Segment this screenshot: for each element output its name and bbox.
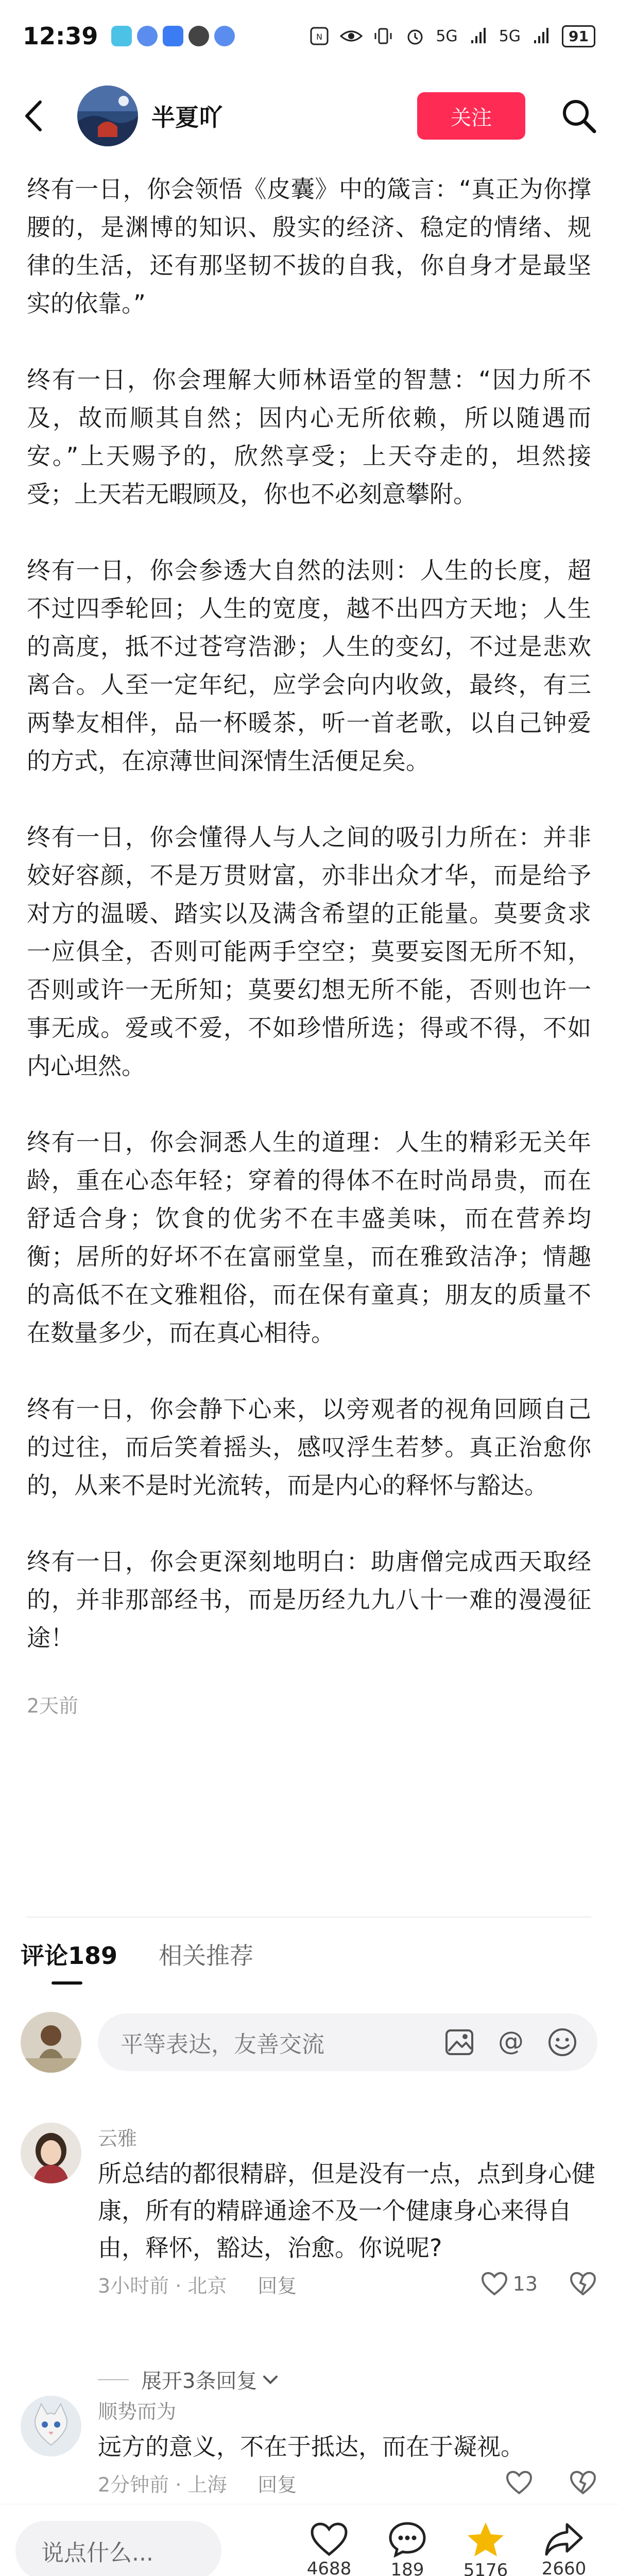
favorite-count: 5176 bbox=[463, 2560, 508, 2576]
article-paragraph: 终有一日，你会懂得人与人之间的吸引力所在：并非姣好容颜，不是万贯财富，亦非出众才华，而是给予对方的温暖、踏实以及满含希望的正能量。莫要贪求一应俱全，否则可能两手空空；莫要妄图无所不知，否则或许一无所知；莫要幻想无所不能，否则也许一事无成。爱或不爱，不如珍惜所选；得或不得，不如内心坦然。 bbox=[27, 823, 591, 1080]
article-paragraph: 终有一日，你会静下心来，以旁观者的视角回顾自己的过往，而后笑着摇头，感叹浮生若梦。真正治愈你的，从来不是时光流转，而是内心的释怀与豁达。 bbox=[27, 1395, 591, 1499]
article-paragraph: 终有一日，你会洞悉人生的道理：人生的精彩无关年龄，重在心态年轻；穿着的得体不在时尚昂贵，而在舒适合身；饮食的优劣不在丰盛美味，而在营养均衡；居所的好坏不在富丽堂皇，而在雅致洁净；情趣的高低不在文雅粗俗，而在保有童真；朋友的质量不在数量多少，而在真心相待。 bbox=[27, 1128, 591, 1347]
app-notification-icon bbox=[163, 26, 183, 46]
broken-heart-icon bbox=[570, 2272, 596, 2296]
comment-input[interactable] bbox=[98, 2013, 597, 2071]
comment-button[interactable] bbox=[369, 2521, 446, 2576]
emoji-icon[interactable] bbox=[543, 2023, 582, 2062]
post-time: 2天前 bbox=[27, 1694, 79, 1717]
search-button[interactable] bbox=[546, 90, 597, 142]
comment-text: 远方的意义，不在于抵达，而在于凝视。 bbox=[98, 2433, 524, 2461]
share-count: 2660 bbox=[541, 2558, 587, 2576]
expand-replies-button[interactable] bbox=[98, 2365, 280, 2394]
comment-dislike-button[interactable] bbox=[569, 2269, 597, 2298]
expand-replies-label: 展开3条回复 bbox=[141, 2369, 258, 2393]
app-notification-icon bbox=[214, 26, 235, 46]
star-icon bbox=[466, 2521, 505, 2558]
section-divider bbox=[27, 1917, 591, 1918]
article-body bbox=[27, 170, 591, 1718]
commenter-name[interactable]: 云雅 bbox=[98, 2127, 138, 2150]
search-icon bbox=[560, 97, 597, 134]
chevron-down-icon bbox=[261, 2372, 280, 2387]
battery-indicator: 91 bbox=[562, 25, 595, 47]
my-avatar bbox=[21, 2012, 81, 2073]
article-paragraph: 终有一日，你会理解大师林语堂的智慧：“因力所不及，故而顺其自然；因内心无所依赖，所以随遇而安。”上天赐予的，欣然享受；上天夺走的，坦然接受；上天若无暇顾及，你也不必刻意攀附。 bbox=[27, 366, 591, 508]
status-app-icons bbox=[111, 26, 235, 46]
like-button[interactable] bbox=[290, 2521, 368, 2576]
image-icon[interactable] bbox=[440, 2023, 479, 2062]
signal-5g-label: 5G bbox=[436, 27, 458, 45]
reply-button[interactable]: 回复 bbox=[258, 2274, 297, 2297]
tab-related-label: 相关推荐 bbox=[159, 1942, 254, 1970]
comment-like-button[interactable] bbox=[481, 2272, 538, 2296]
comment-like-button[interactable] bbox=[506, 2470, 538, 2495]
status-bar bbox=[0, 0, 618, 72]
nfc-icon bbox=[308, 25, 331, 47]
comment-tabs bbox=[21, 1937, 253, 1985]
comment-dislike-button[interactable] bbox=[569, 2468, 597, 2497]
favorite-button[interactable] bbox=[447, 2521, 524, 2576]
back-button[interactable] bbox=[21, 93, 67, 139]
heart-icon bbox=[506, 2470, 533, 2495]
article-paragraph: 终有一日，你会更深刻地明白：助唐僧完成西天取经的，并非那部经书，而是历经九九八十一难的漫漫征途！ bbox=[27, 1548, 591, 1652]
say-something-input[interactable]: 说点什么... bbox=[15, 2521, 221, 2576]
author-avatar[interactable] bbox=[77, 86, 138, 146]
article-paragraph: 终有一日，你会参透大自然的法则：人生的长度，超不过四季轮回；人生的宽度，越不出四方天地；人生的高度，抵不过苍穹浩渺；人生的变幻，不过是悲欢离合。人至一定年纪，应学会向内收敛，最终，有三两挚友相伴，品一杯暖茶，听一首老歌，以自己钟爱的方式，在凉薄世间深情生活便足矣。 bbox=[27, 556, 591, 775]
mention-icon[interactable] bbox=[491, 2023, 530, 2062]
alarm-icon bbox=[404, 25, 426, 47]
bottom-action-bar bbox=[0, 2504, 618, 2576]
tab-active-indicator bbox=[52, 1981, 82, 1985]
status-time: 12:39 bbox=[23, 22, 98, 50]
svg-text:N: N bbox=[316, 32, 323, 42]
comment-item bbox=[21, 2123, 597, 2298]
tab-related[interactable] bbox=[159, 1937, 253, 1985]
heart-icon bbox=[481, 2272, 508, 2296]
vibrate-icon bbox=[372, 25, 394, 47]
like-count: 4688 bbox=[306, 2558, 352, 2576]
comment-meta: 2分钟前 · 上海 bbox=[98, 2473, 227, 2496]
comment-meta: 3小时前 · 北京 bbox=[98, 2274, 227, 2297]
reply-button[interactable]: 回复 bbox=[258, 2473, 297, 2496]
author-name[interactable]: 半夏吖 bbox=[151, 104, 222, 131]
comment-input-row bbox=[21, 2009, 597, 2075]
app-notification-icon bbox=[137, 26, 158, 46]
share-button[interactable] bbox=[525, 2521, 603, 2576]
svg-text:@: @ bbox=[498, 2026, 524, 2056]
heart-icon bbox=[310, 2522, 348, 2556]
comment-like-count: 13 bbox=[512, 2273, 538, 2295]
commenter-avatar[interactable] bbox=[21, 2123, 81, 2183]
signal-5g-label: 5G bbox=[499, 27, 521, 45]
signal-icon bbox=[467, 25, 490, 47]
tab-comments-label: 评论189 bbox=[21, 1942, 118, 1970]
app-notification-icon bbox=[111, 26, 132, 46]
signal-icon bbox=[530, 25, 553, 47]
broken-heart-icon bbox=[570, 2470, 596, 2495]
tab-comments[interactable] bbox=[21, 1937, 117, 1985]
comment-item bbox=[21, 2396, 597, 2497]
comment-input-placeholder: 平等表达，友善交流 bbox=[121, 2031, 324, 2058]
chevron-left-icon bbox=[21, 98, 46, 134]
share-arrow-icon bbox=[544, 2522, 583, 2556]
article-paragraph: 终有一日，你会领悟《皮囊》中的箴言：“真正为你撑腰的，是渊博的知识、殷实的经济、稳定的情绪、规律的生活，还有那坚韧不拔的自我，你自身才是最坚实的依靠。” bbox=[27, 175, 591, 317]
commenter-avatar[interactable] bbox=[21, 2396, 81, 2456]
follow-button[interactable]: 关注 bbox=[417, 92, 525, 140]
app-notification-icon bbox=[188, 26, 209, 46]
comment-bubble-icon bbox=[388, 2521, 426, 2557]
article-header bbox=[0, 72, 618, 160]
eye-icon bbox=[340, 25, 363, 47]
expand-line bbox=[98, 2379, 129, 2380]
commenter-name[interactable]: 顺势而为 bbox=[98, 2400, 177, 2423]
comment-text: 所总结的都很精辟，但是没有一点，点到身心健康，所有的精辟通途不及一个健康身心来得自由，释怀，豁达，治愈。你说呢? bbox=[98, 2160, 595, 2262]
comment-count: 189 bbox=[390, 2559, 424, 2576]
